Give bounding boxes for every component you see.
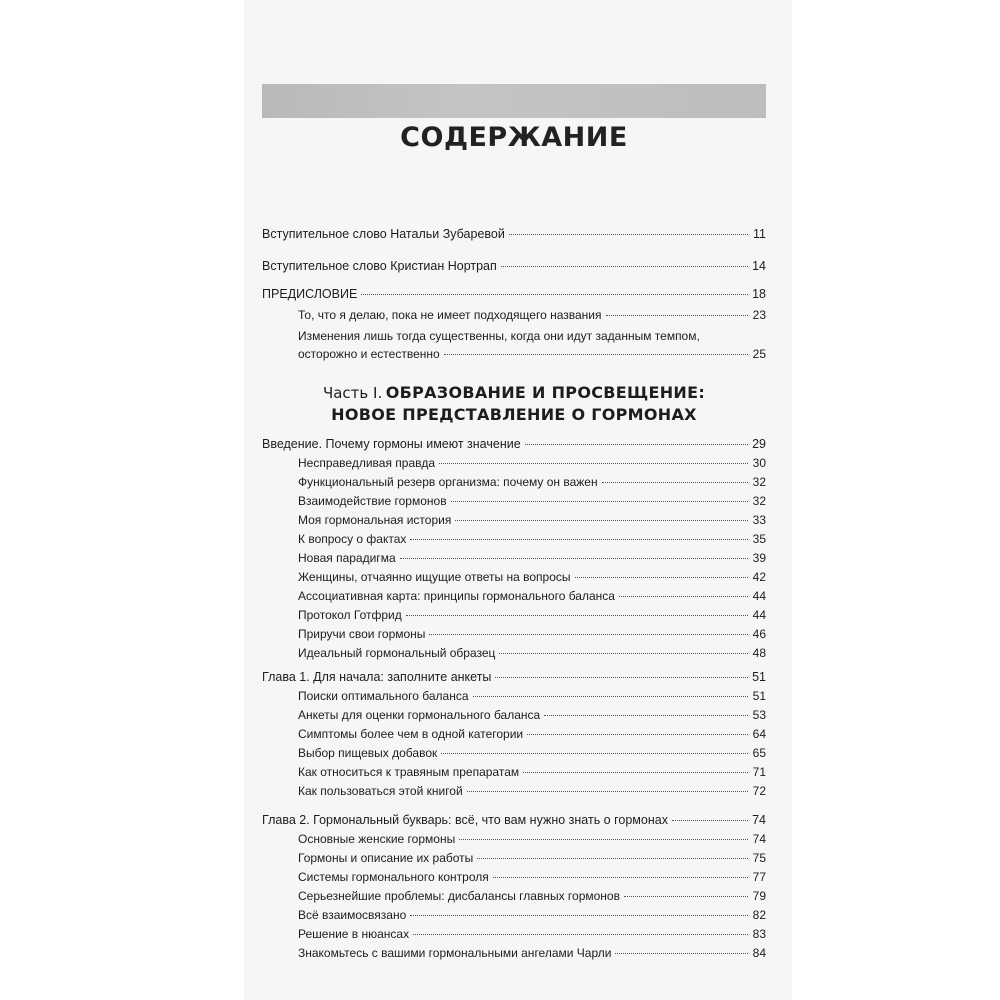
- toc-entry-label: Новая парадигма: [298, 551, 396, 565]
- toc-subentry: [298, 869, 766, 885]
- part-heading: [262, 382, 766, 405]
- toc-subentry: [298, 688, 766, 704]
- toc-subentry: [298, 455, 766, 471]
- toc-entry-label: Всё взаимосвязано: [298, 908, 407, 922]
- toc-subentry: [298, 907, 766, 923]
- toc-entry-label: Глава 2. Гормональный букварь: всё, что вам нужно знать о гормонах: [262, 813, 668, 827]
- leader-dots: [615, 953, 748, 954]
- toc-entry-label: Как пользоваться этой книгой: [298, 784, 463, 798]
- leader-dots: [523, 772, 748, 773]
- toc-entry-label: Выбор пищевых добавок: [298, 746, 438, 760]
- toc-subentry: [298, 783, 766, 799]
- leader-dots: [672, 820, 748, 821]
- toc-entry-label: Функциональный резерв организма: почему он важен: [298, 475, 598, 489]
- leader-dots: [544, 715, 748, 716]
- toc-entry-page: 46: [752, 627, 766, 641]
- toc-subentry: [298, 645, 766, 661]
- toc-entry-page: 18: [752, 287, 766, 301]
- toc-entry-label: Основные женские гормоны: [298, 832, 456, 846]
- toc-entry-page: 64: [752, 727, 766, 741]
- toc-subentry: [298, 945, 766, 961]
- toc-entry-page: 72: [752, 784, 766, 798]
- toc-subentry: [298, 926, 766, 942]
- leader-dots: [527, 734, 748, 735]
- toc-entry-page: 30: [752, 456, 766, 470]
- toc-subentry: [298, 588, 766, 604]
- toc-subentry: [298, 474, 766, 490]
- toc-entry-label: Ассоциативная карта: принципы гормонального баланса: [298, 589, 615, 603]
- toc-entry-label: Моя гормональная история: [298, 513, 452, 527]
- toc-subentry: [298, 850, 766, 866]
- toc-entry-label: Решение в нюансах: [298, 927, 410, 941]
- toc-entry-page: 75: [752, 851, 766, 865]
- toc-entry-page: 44: [752, 608, 766, 622]
- toc-subentry: [298, 493, 766, 509]
- toc-subentry: [298, 626, 766, 642]
- header-band: [262, 84, 766, 118]
- toc-entry-label: Протокол Готфрид: [298, 608, 402, 622]
- leader-dots: [467, 791, 748, 792]
- toc-entry-label: Серьезнейшие проблемы: дисбалансы главных гормонов: [298, 889, 620, 903]
- toc-entry-page: 71: [752, 765, 766, 779]
- leader-dots: [575, 577, 748, 578]
- page-title: СОДЕРЖАНИЕ: [400, 122, 628, 153]
- leader-dots: [455, 520, 748, 521]
- leader-dots: [493, 877, 748, 878]
- toc-entry-page: 32: [752, 494, 766, 508]
- leader-dots: [477, 858, 748, 859]
- toc-entry-label: Вступительное слово Кристиан Нортрап: [262, 259, 497, 273]
- toc-subentry: [298, 607, 766, 623]
- toc-subentry: [298, 707, 766, 723]
- toc-entry-page: 11: [753, 227, 766, 241]
- leader-dots: [429, 634, 748, 635]
- toc-entry-label: Введение. Почему гормоны имеют значение: [262, 437, 521, 451]
- toc-entry-label: Как относиться к травяным препаратам: [298, 765, 520, 779]
- toc-subentry: [298, 328, 766, 344]
- toc-entry-page: 84: [752, 946, 766, 960]
- toc-entry-page: 79: [752, 889, 766, 903]
- toc-entry-label: К вопросу о фактах: [298, 532, 407, 546]
- toc-chapter: [262, 669, 766, 685]
- toc-entry-label: Вступительное слово Натальи Зубаревой: [262, 227, 505, 241]
- part-title-line2: НОВОЕ ПРЕДСТАВЛЕНИЕ О ГОРМОНАХ: [331, 405, 697, 424]
- toc-entry-page: 39: [752, 551, 766, 565]
- toc-entry-page: 65: [752, 746, 766, 760]
- leader-dots: [406, 615, 748, 616]
- toc-entry-label: Глава 1. Для начала: заполните анкеты: [262, 670, 492, 684]
- leader-dots: [459, 839, 748, 840]
- toc-entry: [262, 226, 766, 242]
- leader-dots: [444, 354, 748, 355]
- toc-subentry: [298, 307, 766, 323]
- toc-chapter: [262, 436, 766, 452]
- toc-entry-label: Идеальный гормональный образец: [298, 646, 496, 660]
- leader-dots: [439, 463, 748, 464]
- toc-entry-page: 25: [752, 347, 766, 361]
- toc-entry-label: Взаимодействие гормонов: [298, 494, 447, 508]
- toc-entry-page: 82: [752, 908, 766, 922]
- toc-entry-page: 83: [752, 927, 766, 941]
- toc-entry-page: 42: [752, 570, 766, 584]
- toc-entry-label: Анкеты для оценки гормонального баланса: [298, 708, 541, 722]
- toc-entry-label: Гормоны и описание их работы: [298, 851, 474, 865]
- leader-dots: [410, 915, 748, 916]
- leader-dots: [495, 677, 748, 678]
- toc-entry-label: Изменения лишь тогда существенны, когда они идут заданным темпом,: [298, 329, 700, 343]
- toc-entry-label: То, что я делаю, пока не имеет подходящего названия: [298, 308, 602, 322]
- toc-subentry: [298, 764, 766, 780]
- leader-dots: [525, 444, 748, 445]
- toc-entry: [262, 258, 766, 274]
- toc-entry-page: 48: [752, 646, 766, 660]
- toc-entry-label: Приручи свои гормоны: [298, 627, 426, 641]
- toc-entry-label: Поиски оптимального баланса: [298, 689, 469, 703]
- toc-subentry: [298, 512, 766, 528]
- leader-dots: [501, 266, 748, 267]
- toc-subentry: [298, 346, 766, 362]
- toc-entry-page: 35: [752, 532, 766, 546]
- toc-subentry: [298, 726, 766, 742]
- toc-entry-page: 51: [752, 689, 766, 703]
- part-heading-line2: [262, 404, 766, 427]
- toc-subentry: [298, 831, 766, 847]
- leader-dots: [410, 539, 748, 540]
- toc-subentry: [298, 745, 766, 761]
- toc-entry-page: 53: [752, 708, 766, 722]
- toc-entry-page: 14: [752, 259, 766, 273]
- toc-entry: [262, 286, 766, 302]
- leader-dots: [602, 482, 748, 483]
- toc-subentry: [298, 569, 766, 585]
- leader-dots: [413, 934, 748, 935]
- toc-subentry: [298, 531, 766, 547]
- toc-entry-label: Несправедливая правда: [298, 456, 436, 470]
- leader-dots: [400, 558, 748, 559]
- leader-dots: [499, 653, 748, 654]
- toc-entry-page: 51: [752, 670, 766, 684]
- part-prefix: Часть I.: [322, 384, 383, 402]
- toc-entry-label: Системы гормонального контроля: [298, 870, 489, 884]
- leader-dots: [624, 896, 748, 897]
- toc-chapter: [262, 812, 766, 828]
- leader-dots: [619, 596, 748, 597]
- toc-entry-page: 29: [752, 437, 766, 451]
- leader-dots: [361, 294, 748, 295]
- toc-subentry: [298, 550, 766, 566]
- toc-entry-label: ПРЕДИСЛОВИЕ: [262, 287, 358, 301]
- toc-entry-page: 74: [752, 832, 766, 846]
- leader-dots: [441, 753, 748, 754]
- toc-entry-page: 74: [752, 813, 766, 827]
- leader-dots: [451, 501, 748, 502]
- toc-entry-label: осторожно и естественно: [298, 347, 440, 361]
- leader-dots: [473, 696, 748, 697]
- leader-dots: [606, 315, 749, 316]
- toc-entry-label: Симптомы более чем в одной категории: [298, 727, 524, 741]
- toc-entry-page: 23: [752, 308, 766, 322]
- toc-subentry: [298, 888, 766, 904]
- toc-entry-page: 77: [752, 870, 766, 884]
- toc-entry-page: 33: [752, 513, 766, 527]
- toc-entry-label: Знакомьтесь с вашими гормональными ангелами Чарли: [298, 946, 612, 960]
- part-title-line1: ОБРАЗОВАНИЕ И ПРОСВЕЩЕНИЕ:: [385, 383, 706, 402]
- toc-entry-page: 44: [752, 589, 766, 603]
- toc-entry-label: Женщины, отчаянно ищущие ответы на вопросы: [298, 570, 571, 584]
- leader-dots: [509, 234, 748, 235]
- toc-entry-page: 32: [752, 475, 766, 489]
